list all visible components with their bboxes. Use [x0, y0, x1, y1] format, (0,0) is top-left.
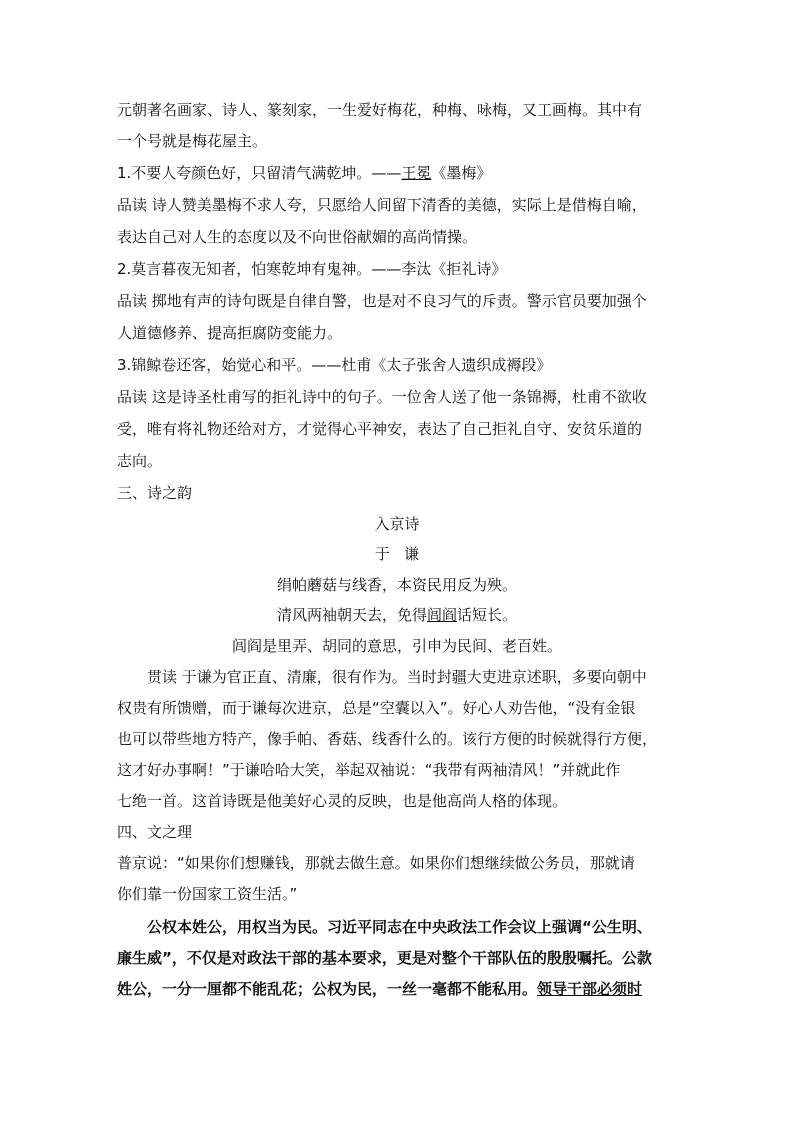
commentary-3-line-3: 志向。: [117, 452, 163, 470]
poem-line-1: 绢帕蘑菇与线香，本资民用反为殃。: [276, 576, 517, 594]
appreciation-line-4: 这才好办事啊！”于谦哈哈大笑，举起双袖说：“我带有两袖清风！”并就此作: [117, 761, 621, 779]
intro-line-2: 一个号就是梅花屋主。: [117, 132, 268, 150]
essay-line-1: 公权本姓公，用权当为民。习近平同志在中央政法工作会议上强调“公生明、: [147, 918, 652, 936]
quote-1-title: 《墨梅》: [431, 164, 492, 182]
commentary-1-line-2: 表达自己对人生的态度以及不向世俗献媚的高尚情操。: [117, 228, 478, 246]
quote-1-text: 1.不要人夸颜色好，只留清气满乾坤。——: [117, 164, 402, 182]
putin-quote-line-1: 普京说：“如果你们想赚钱，那就去做生意。如果你们想继续做公务员，那就请: [117, 854, 635, 872]
section-heading-3: 三、诗之韵: [117, 484, 193, 502]
section-heading-4: 四、文之理: [117, 823, 193, 841]
essay-line-3: [117, 979, 687, 999]
quote-3: 3.锦鲸卷还客，始觉心和平。——杜甫《太子张舍人遗织成褥段》: [117, 356, 552, 374]
poem-line-2: [117, 605, 677, 625]
poem-note: 闾阎是里弄、胡同的意思，引申为民间、老百姓。: [231, 637, 562, 655]
quote-1: [117, 163, 687, 183]
intro-line-1: 元朝著名画家、诗人、篆刻家，一生爱好梅花，种梅、咏梅，又工画梅。其中有: [117, 101, 643, 119]
putin-quote-line-2: 你们靠一份国家工资生活。”: [117, 885, 298, 903]
commentary-2-line-1: 品读 掷地有声的诗句既是自律自警，也是对不良习气的斥责。警示官员要加强个: [117, 292, 647, 310]
poem-author: 于 谦: [374, 545, 420, 563]
poem-line-2-after: 话短长。: [457, 606, 518, 624]
appreciation-line-3: 也可以带些地方特产，像手帕、香菇、线香什么的。该行方便的时候就得行方便，: [117, 730, 658, 748]
commentary-2-line-2: 人道德修养、提高拒腐防变能力。: [117, 324, 343, 342]
commentary-3-line-2: 受，唯有将礼物还给对方，才觉得心平神安，表达了自己拒礼自守、安贫乐道的: [117, 420, 643, 438]
essay-line-2: 廉生威”，不仅是对政法干部的基本要求，更是对整个干部队伍的殷殷嘱托。公款: [117, 949, 652, 967]
poem-line-2-underlined: 闾阎: [426, 606, 457, 624]
quote-1-author: 王冕: [401, 164, 432, 182]
poem-line-2-before: 清风两袖朝天去，免得: [276, 606, 427, 624]
quote-2: 2.莫言暮夜无知者，怕寒乾坤有鬼神。——李汰《拒礼诗》: [117, 260, 507, 278]
commentary-3-line-1: 品读 这是诗圣杜甫写的拒礼诗中的句子。一位舍人送了他一条锦褥，杜甫不欲收: [117, 388, 647, 406]
essay-line-3-text: 姓公，一分一厘都不能乱花；公权为民，一丝一毫都不能私用。: [117, 980, 538, 998]
appreciation-line-1: 贯读 于谦为官正直、清廉，很有作为。当时封疆大吏进京述职，多要向朝中: [147, 668, 647, 686]
appreciation-line-2: 权贵有所馈赠，而于谦每次进京，总是“空囊以入”。好心人劝告他，“没有金银: [117, 699, 636, 717]
commentary-1-line-1: 品读 诗人赞美墨梅不求人夸，只愿给人间留下清香的美德，实际上是借梅自喻，: [117, 196, 647, 214]
poem-title: 入京诗: [374, 515, 420, 533]
essay-line-3-underlined: 领导干部必须时: [537, 980, 643, 998]
appreciation-line-5: 七绝一首。这首诗既是他美好心灵的反映，也是他高尚人格的体现。: [117, 792, 568, 810]
